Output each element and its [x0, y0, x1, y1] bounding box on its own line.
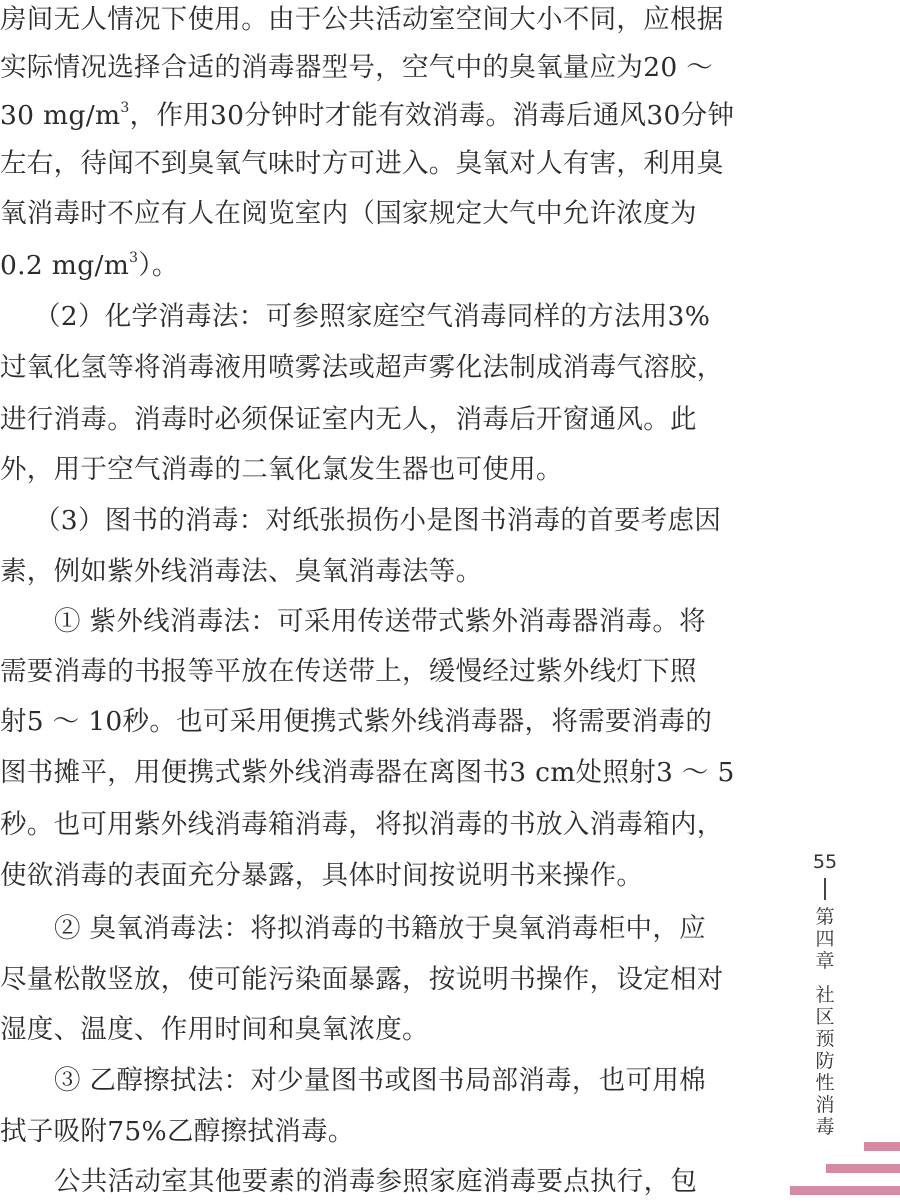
text-line: 尽量松散竖放，使可能污染面暴露，按说明书操作，设定相对: [0, 964, 724, 995]
text-line: 氧消毒时不应有人在阅览室内（国家规定大气中允许浓度为: [0, 198, 697, 229]
unit-value: 30 mg/m: [0, 100, 121, 131]
decorative-bar: [826, 1164, 900, 1173]
text-line: 拭子吸附75%乙醇擦拭消毒。: [0, 1116, 355, 1147]
text-line: 秒。也可用紫外线消毒箱消毒，将拟消毒的书放入消毒箱内，: [0, 809, 724, 840]
text-line: 外，用于空气消毒的二氧化氯发生器也可使用。: [0, 454, 563, 485]
chapter-sidebar: [800, 850, 850, 1138]
title-char: 社: [815, 984, 835, 1006]
decorative-bar: [790, 1186, 900, 1195]
text-line: 房间无人情况下使用。由于公共活动室空间大小不同，应根据: [0, 4, 724, 35]
title-char: 防: [815, 1050, 835, 1072]
text-line: ② 臭氧消毒法：将拟消毒的书籍放于臭氧消毒柜中，应: [54, 913, 706, 944]
superscript: 3: [120, 100, 130, 116]
text-line: [0, 246, 179, 286]
text-line: 过氧化氢等将消毒液用喷雾法或超声雾化法制成消毒气溶胶，: [0, 352, 724, 383]
chapter-char: 章: [815, 950, 835, 972]
spacer: [800, 972, 850, 984]
title-char: 预: [815, 1028, 835, 1050]
text-line: 射5 ～ 10秒。也可采用便携式紫外线消毒器，将需要消毒的: [0, 706, 713, 737]
text-line: 湿度、温度、作用时间和臭氧浓度。: [0, 1014, 429, 1045]
title-char: 区: [815, 1006, 835, 1028]
title-char: 消: [815, 1094, 835, 1116]
decorative-bar: [864, 1142, 900, 1151]
text-line: ① 紫外线消毒法：可采用传送带式紫外消毒器消毒。将: [54, 606, 706, 637]
text-line: 左右，待闻不到臭氧气味时方可进入。臭氧对人有害，利用臭: [0, 148, 724, 179]
superscript: 3: [129, 250, 139, 266]
divider: [824, 878, 826, 900]
unit-value: 0.2 mg/m: [0, 250, 130, 281]
text-span: ）。: [138, 250, 179, 281]
text-line: 实际情况选择合适的消毒器型号，空气中的臭氧量应为20 ～: [0, 52, 714, 83]
text-line: 公共活动室其他要素的消毒参照家庭消毒要点执行，包: [54, 1166, 698, 1197]
text-line: [0, 96, 734, 136]
title-char: 毒: [815, 1116, 835, 1138]
chapter-char: 第: [815, 906, 835, 928]
text-line: （3）图书的消毒：对纸张损伤小是图书消毒的首要考虑因: [34, 505, 722, 536]
text-line: 进行消毒。消毒时必须保证室内无人，消毒后开窗通风。此: [0, 404, 697, 435]
text-line: ③ 乙醇擦拭法：对少量图书或图书局部消毒，也可用棉: [54, 1065, 706, 1096]
text-line: 使欲消毒的表面充分暴露，具体时间按说明书来操作。: [0, 860, 644, 891]
page-number: 55: [812, 851, 838, 873]
text-line: 素，例如紫外线消毒法、臭氧消毒法等。: [0, 556, 483, 587]
text-line: 图书摊平，用便携式紫外线消毒器在离图书3 cm处照射3 ～ 5: [0, 757, 735, 788]
title-char: 性: [815, 1072, 835, 1094]
text-line: （2）化学消毒法：可参照家庭空气消毒同样的方法用3%: [34, 301, 711, 332]
chapter-char: 四: [815, 928, 835, 950]
text-span: ，作用30分钟时才能有效消毒。消毒后通风30分钟: [129, 100, 735, 131]
text-line: 需要消毒的书报等平放在传送带上，缓慢经过紫外线灯下照: [0, 656, 697, 687]
